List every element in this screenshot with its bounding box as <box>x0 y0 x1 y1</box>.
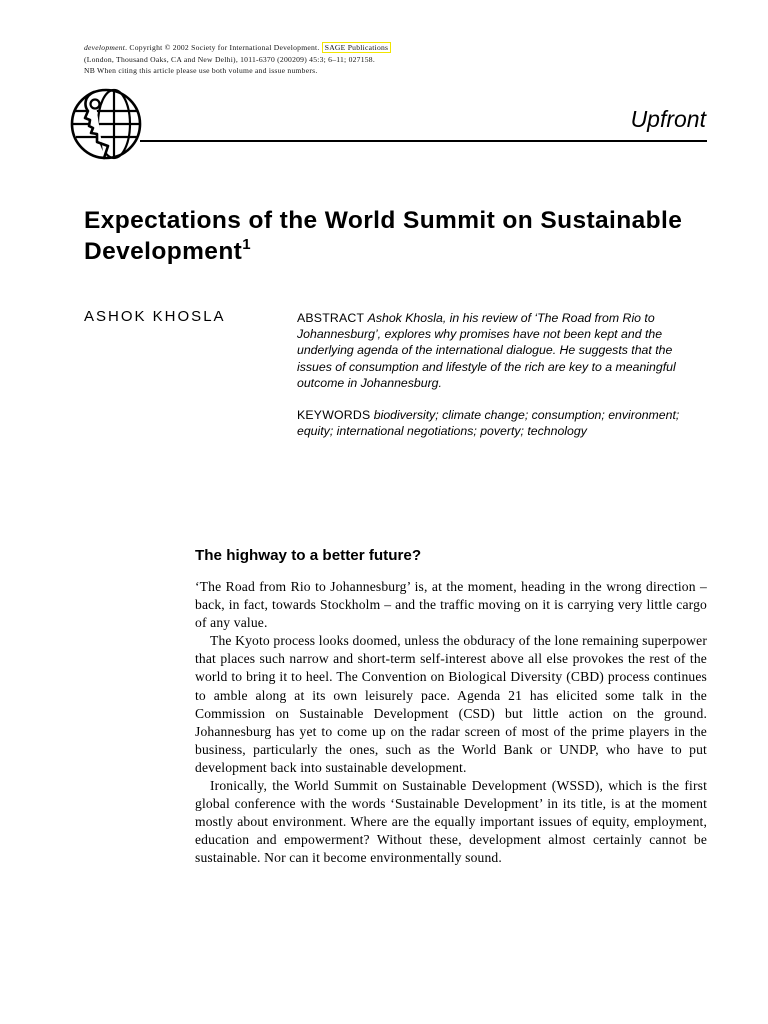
citation-header <box>84 42 504 77</box>
journal-name: development <box>84 43 126 52</box>
citation-line-3: NB When citing this article please use both volume and issue numbers. <box>84 66 318 75</box>
article-title-text: Expectations of the World Summit on Sustainable Development <box>84 207 683 265</box>
keywords-text: biodiversity; climate change; consumption; environment; equity; international negotiations; poverty; technology <box>297 408 680 439</box>
body-paragraph: The Kyoto process looks doomed, unless the obduracy of the lone remaining superpower that places such narrow and short-term self-interest above all else provokes the rest of the world to bring it to heel. The Convention on Biological Diversity (CBD) process continues to amble along at its own leisurely pace. Agenda 21 has elicited some talk in the Commission on Sustainable Development (CSD) but little action on the ground. Johannesburg has yet to come up on the radar screen of most of the prime players in the business, particularly the ones, such as the World Bank or UNDP, who have to put development back into sustainable development. <box>195 633 707 775</box>
globe-head-icon <box>68 86 146 164</box>
keywords <box>297 407 707 439</box>
abstract-text: Ashok Khosla, in his review of ‘The Road from Rio to Johannesburg’, explores why promises have not been kept and the underlying agenda of the international dialogue. He suggests that the issues of consumption and lifestyle of the rich are key to a meaningful outcome in Johannesburg. <box>297 311 676 390</box>
citation-line-2: (London, Thousand Oaks, CA and New Delhi), 1011-6370 (200209) 45:3; 6–11; 027158. <box>84 54 375 64</box>
keywords-label: KEYWORDS <box>297 408 371 422</box>
body-paragraph: Ironically, the World Summit on Sustainable Development (WSSD), which is the first global conference with the words ‘Sustainable Development’ in its title, is at the moment mostly about environment. Where are the equally important issues of equity, employment, education and empowerment? Without these, development almost certainly cannot be sustainable. Nor can it become environmentally sound. <box>195 778 707 866</box>
body-paragraph: ‘The Road from Rio to Johannesburg’ is, at the moment, heading in the wrong direction – back, in fact, towards Stockholm – and the traffic moving on it is carrying very little cargo of any value. <box>195 579 707 631</box>
abstract-label: ABSTRACT <box>297 311 365 325</box>
header-divider <box>140 140 707 142</box>
section-label: Upfront <box>630 106 706 132</box>
body-text <box>195 578 707 868</box>
article-title <box>84 205 704 267</box>
copyright-text: . Copyright © 2002 Society for International Development. <box>125 43 320 52</box>
publisher-link[interactable]: SAGE Publications <box>322 42 392 53</box>
title-footnote-marker[interactable]: 1 <box>242 236 251 253</box>
abstract <box>297 310 707 391</box>
citation-line-1 <box>84 42 504 54</box>
author-name: ASHOK KHOSLA <box>84 308 226 325</box>
section-heading: The highway to a better future? <box>195 547 422 564</box>
